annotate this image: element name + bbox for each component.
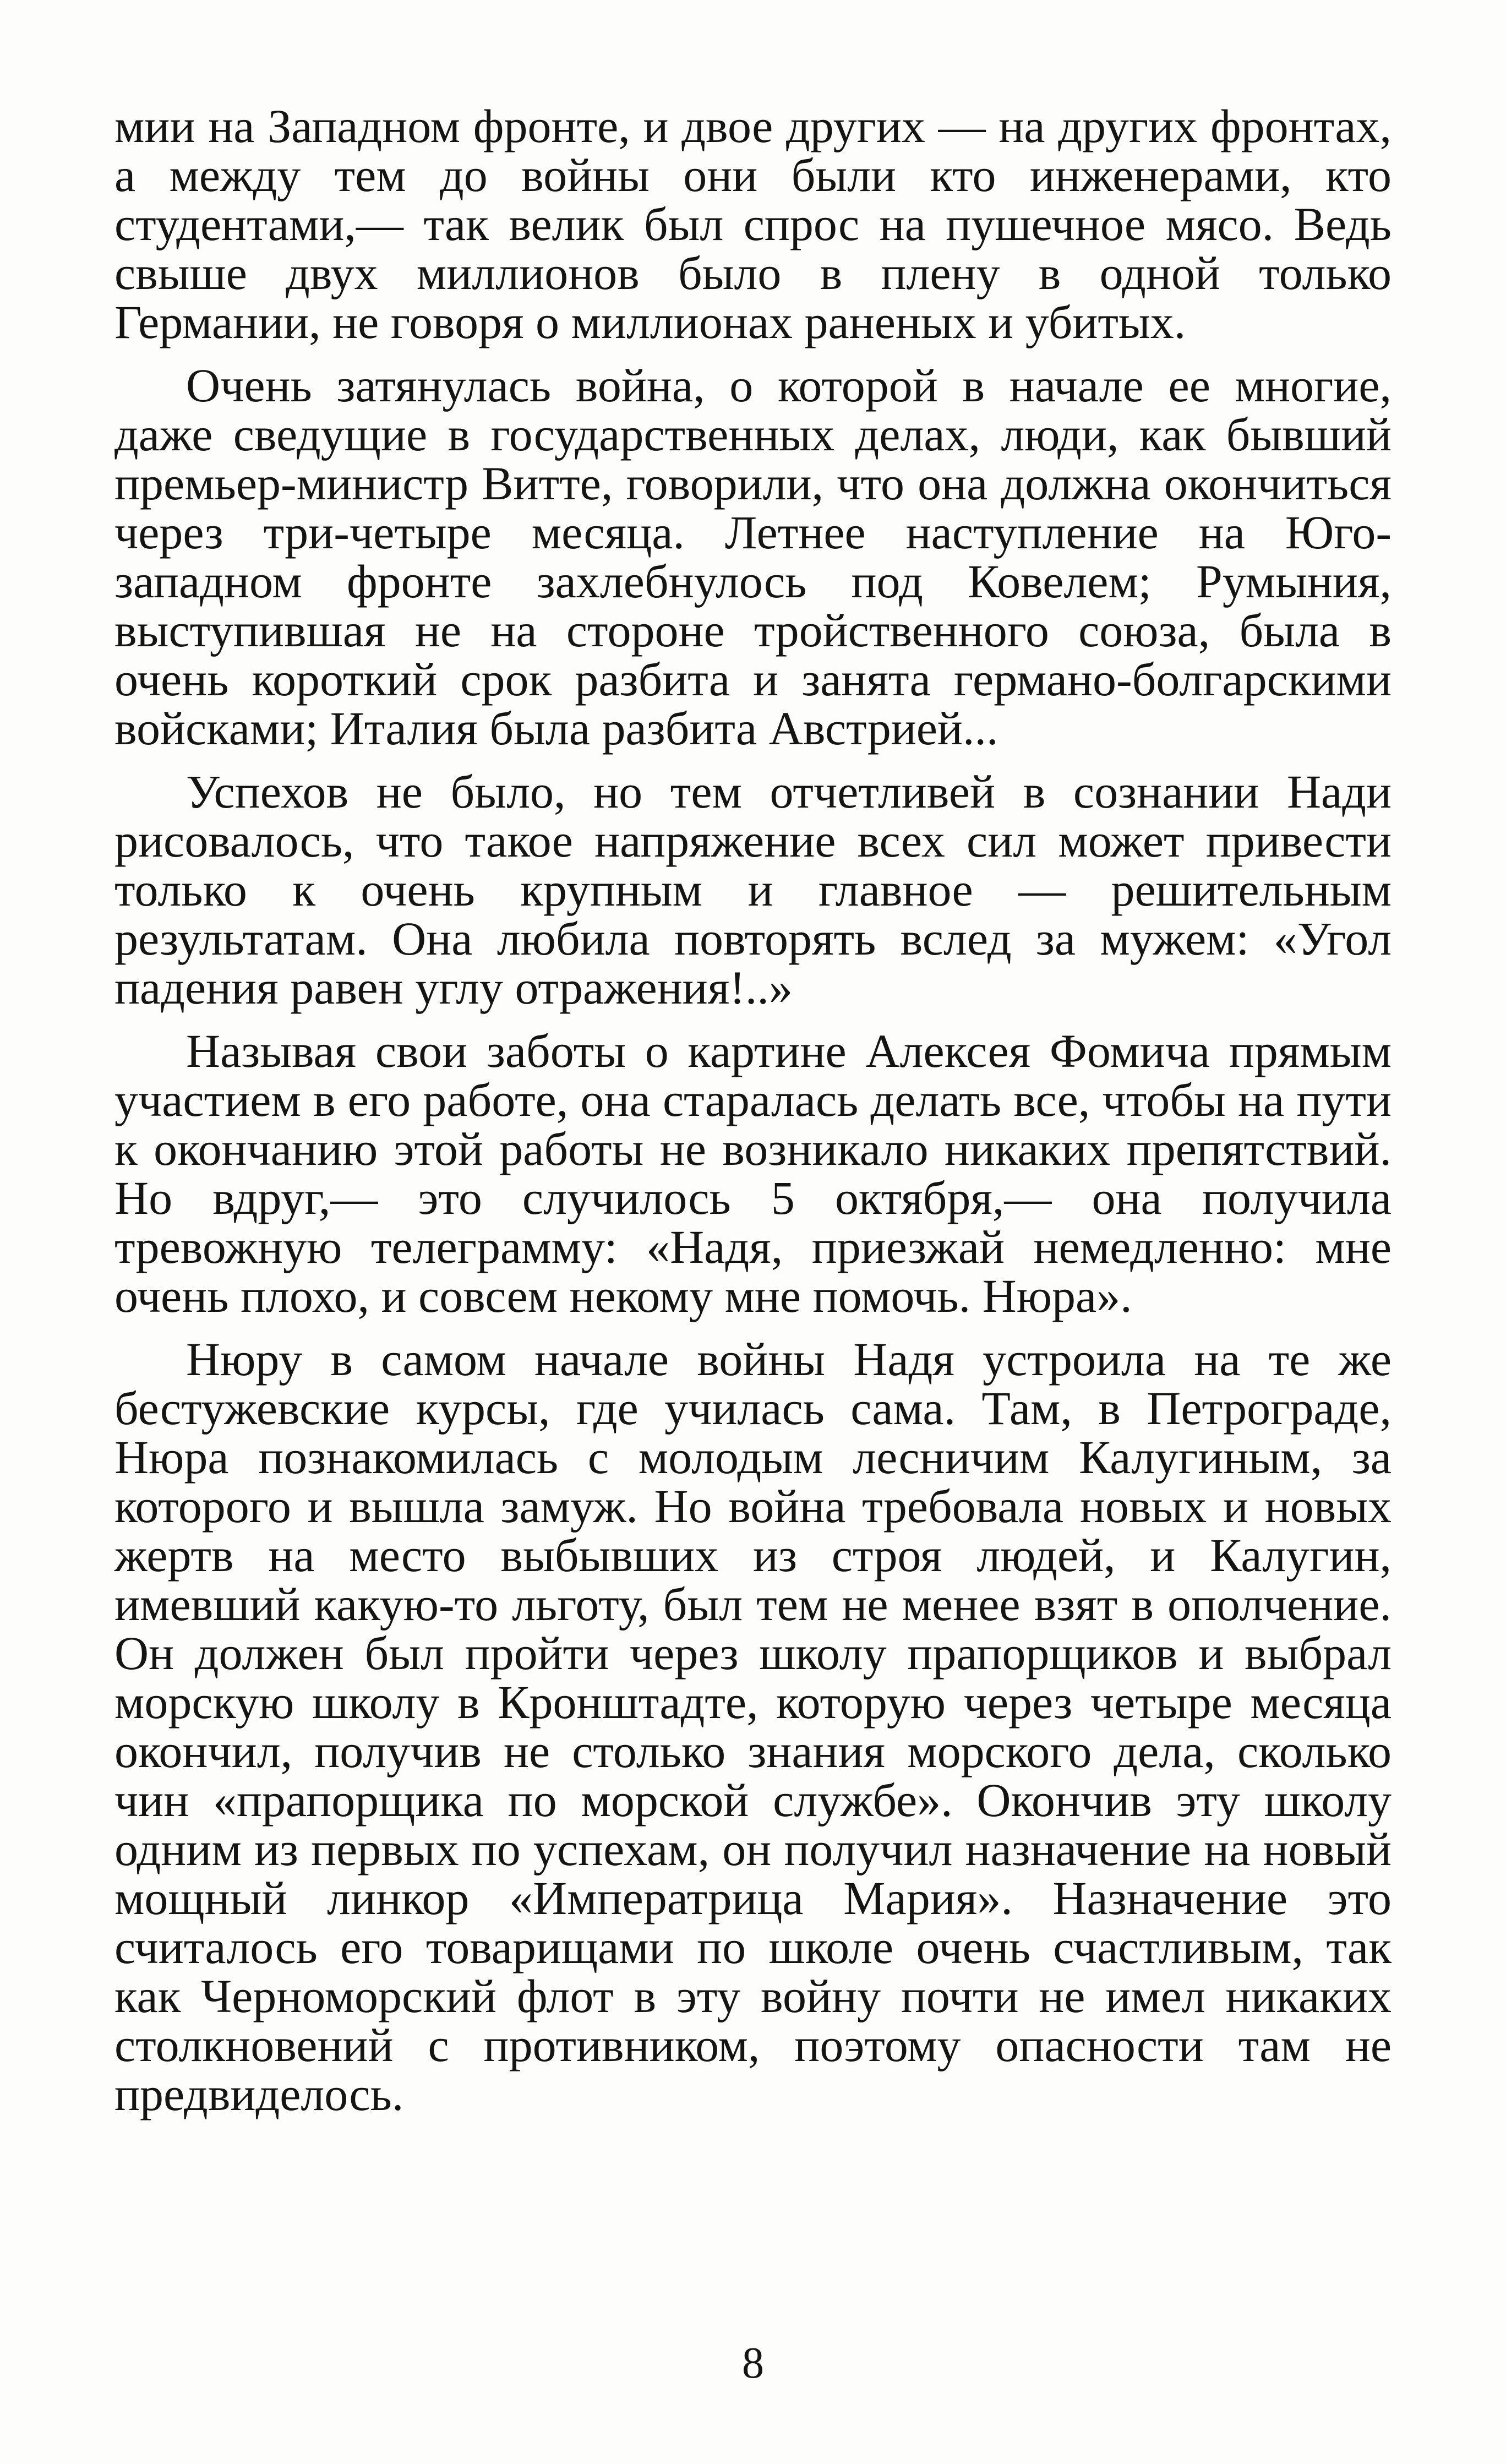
paragraph-5: Нюру в самом начале войны Надя устроила на те же бестужевские курсы, где училась сама. Там, в Петрограде, Нюра познакомилась с молодым лесничим Калугиным, за которого и вышла замуж. Но война требовала новых и новых жертв на место выбывших из строя людей, и Калугин, имевший какую-то льготу, был тем не менее взят в ополчение. Он должен был пройти через школу прапорщиков и выбрал морскую школу в Кронштадте, которую через четыре месяца окончил, получив не столько знания морского дела, сколько чин «прапорщика по морской службе». Окончив эту школу одним из первых по успехам, он получил назначение на новый мощный линкор «Императрица Мария». Назначение это считалось его товарищами по школе очень счастливым, так как Черноморский флот в эту войну почти не имел никаких столкновений с противником, поэтому опасности там не предвиделось.: [114, 1333, 1392, 2120]
paragraph-4: Называя свои заботы о картине Алексея Фомича прямым участием в его работе, она старалась делать все, чтобы на пути к окончанию этой работы не возникало никаких препятствий. Но вдруг,— это случилось 5 октября,— она получила тревожную телеграмму: «Надя, приезжай немедленно: мне очень плохо, и совсем некому мне помочь. Нюра».: [114, 1024, 1392, 1322]
page-number: 8: [742, 2339, 764, 2387]
paragraph-2: Очень затянулась война, о которой в начале ее многие, даже сведущие в государственных делах, люди, как бывший премьер-министр Витте, говорили, что она должна окончиться через три-четыре месяца. Летнее наступление на Юго-западном фронте захлебнулось под Ковелем; Румыния, выступившая не на стороне тройственного союза, была в очень короткий срок разбита и занята германо-болгарскими войсками; Италия была разбита Австрией...: [114, 359, 1392, 755]
page-body-text: [114, 102, 1392, 2133]
paragraph-1: мии на Западном фронте, и двое других — на других фронтах, а между тем до войны они были кто инженерами, кто студентами,— так велик был спрос на пушечное мясо. Ведь свыше двух миллионов было в плену в одной только Германии, не говоря о миллионах раненых и убитых.: [114, 100, 1392, 348]
paragraph-3: Успехов не было, но тем отчетливей в сознании Нади рисовалось, что такое напряжение всех сил может привести только к очень крупным и главное — решительным результатам. Она любила повторять вслед за мужем: «Угол падения равен углу отражения!..»: [114, 765, 1392, 1014]
